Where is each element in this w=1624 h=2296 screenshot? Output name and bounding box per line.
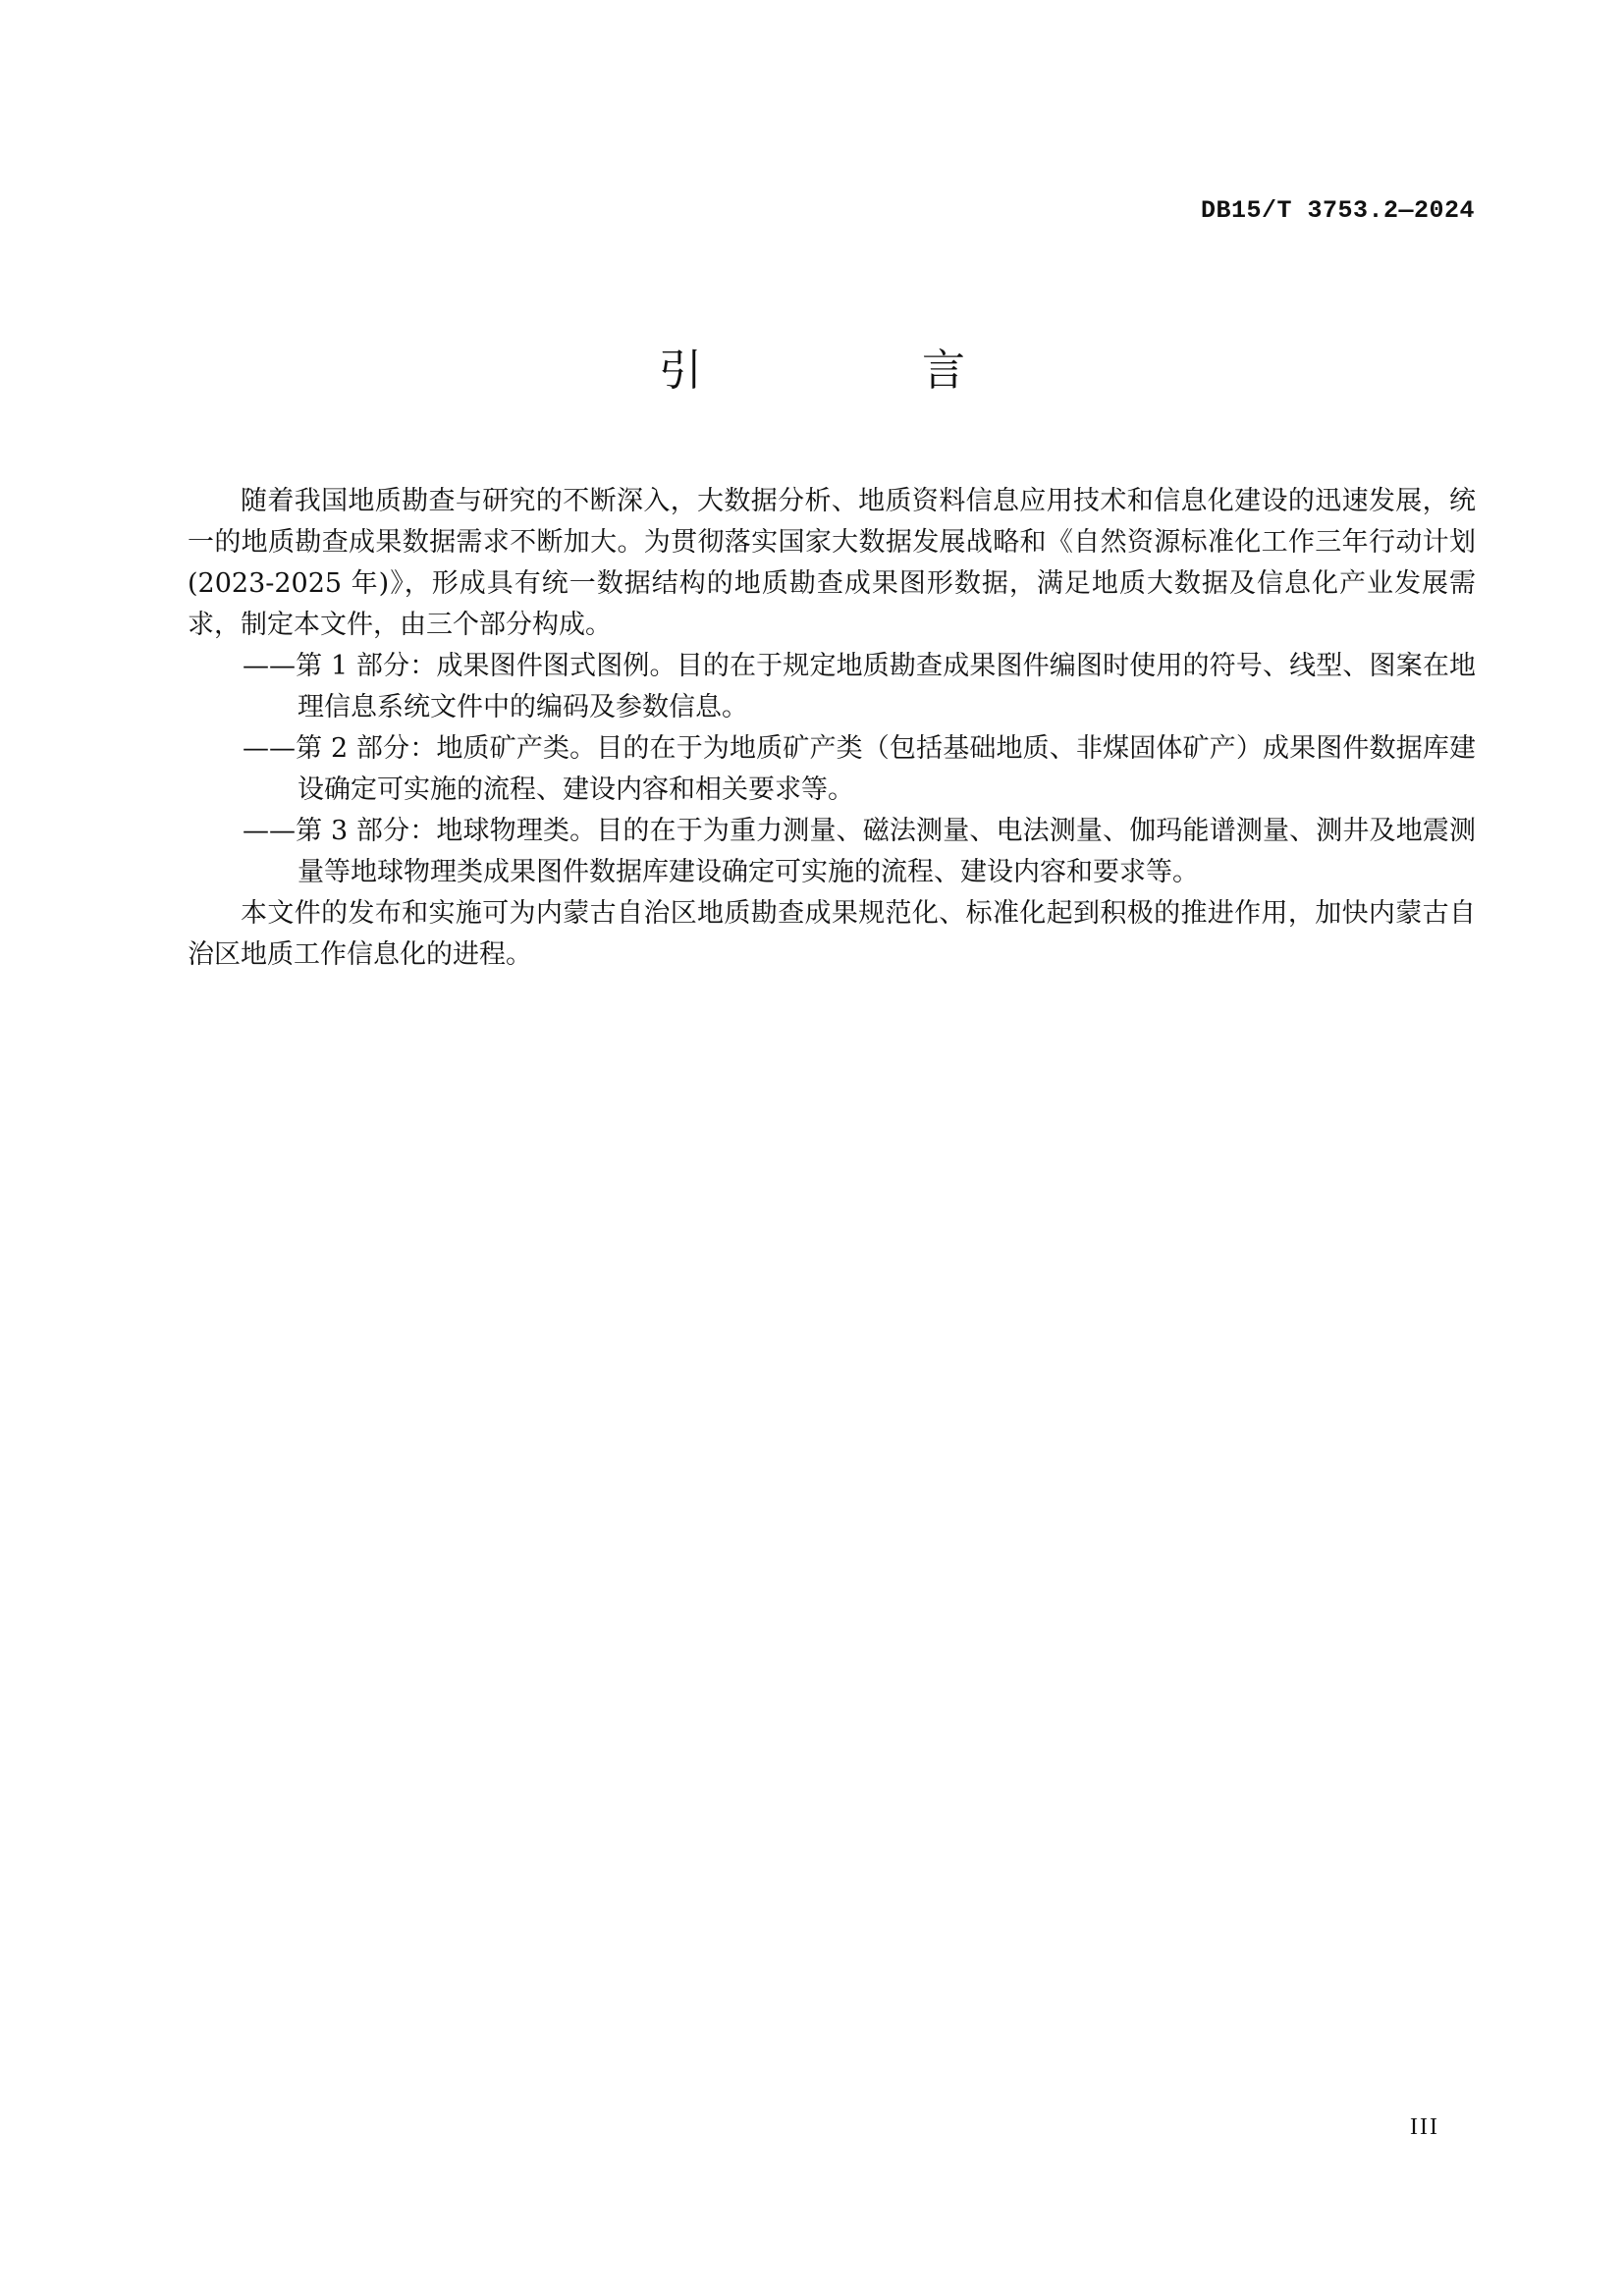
page-number: III xyxy=(1410,2114,1439,2140)
document-code: DB15/T 3753.2—2024 xyxy=(1200,196,1475,225)
introduction-body xyxy=(188,481,1476,976)
page-title: 引 言 xyxy=(659,346,1054,396)
closing-paragraph: 本文件的发布和实施可为内蒙古自治区地质勘查成果规范化、标准化起到积极的推进作用，加快内蒙古自治区地质工作信息化的进程。 xyxy=(188,898,1476,970)
part-1-item: ——第 1 部分：成果图件图式图例。目的在于规定地质勘查成果图件编图时使用的符号、线型、图案在地理信息系统文件中的编码及参数信息。 xyxy=(243,651,1476,722)
part-3-item: ——第 3 部分：地球物理类。目的在于为重力测量、磁法测量、电法测量、伽玛能谱测量、测井及地震测量等地球物理类成果图件数据库建设确定可实施的流程、建设内容和要求等。 xyxy=(243,816,1476,887)
intro-paragraph: 随着我国地质勘查与研究的不断深入，大数据分析、地质资料信息应用技术和信息化建设的迅速发展，统一的地质勘查成果数据需求不断加大。为贯彻落实国家大数据发展战略和《自然资源标准化工作三年行动计划(2023-2025 年)》，形成具有统一数据结构的地质勘查成果图形数据，满足地质大数据及信息化产业发展需求，制定本文件，由三个部分构成。 xyxy=(188,486,1476,640)
part-2-item: ——第 2 部分：地质矿产类。目的在于为地质矿产类（包括基础地质、非煤固体矿产）成果图件数据库建设确定可实施的流程、建设内容和相关要求等。 xyxy=(243,733,1476,805)
